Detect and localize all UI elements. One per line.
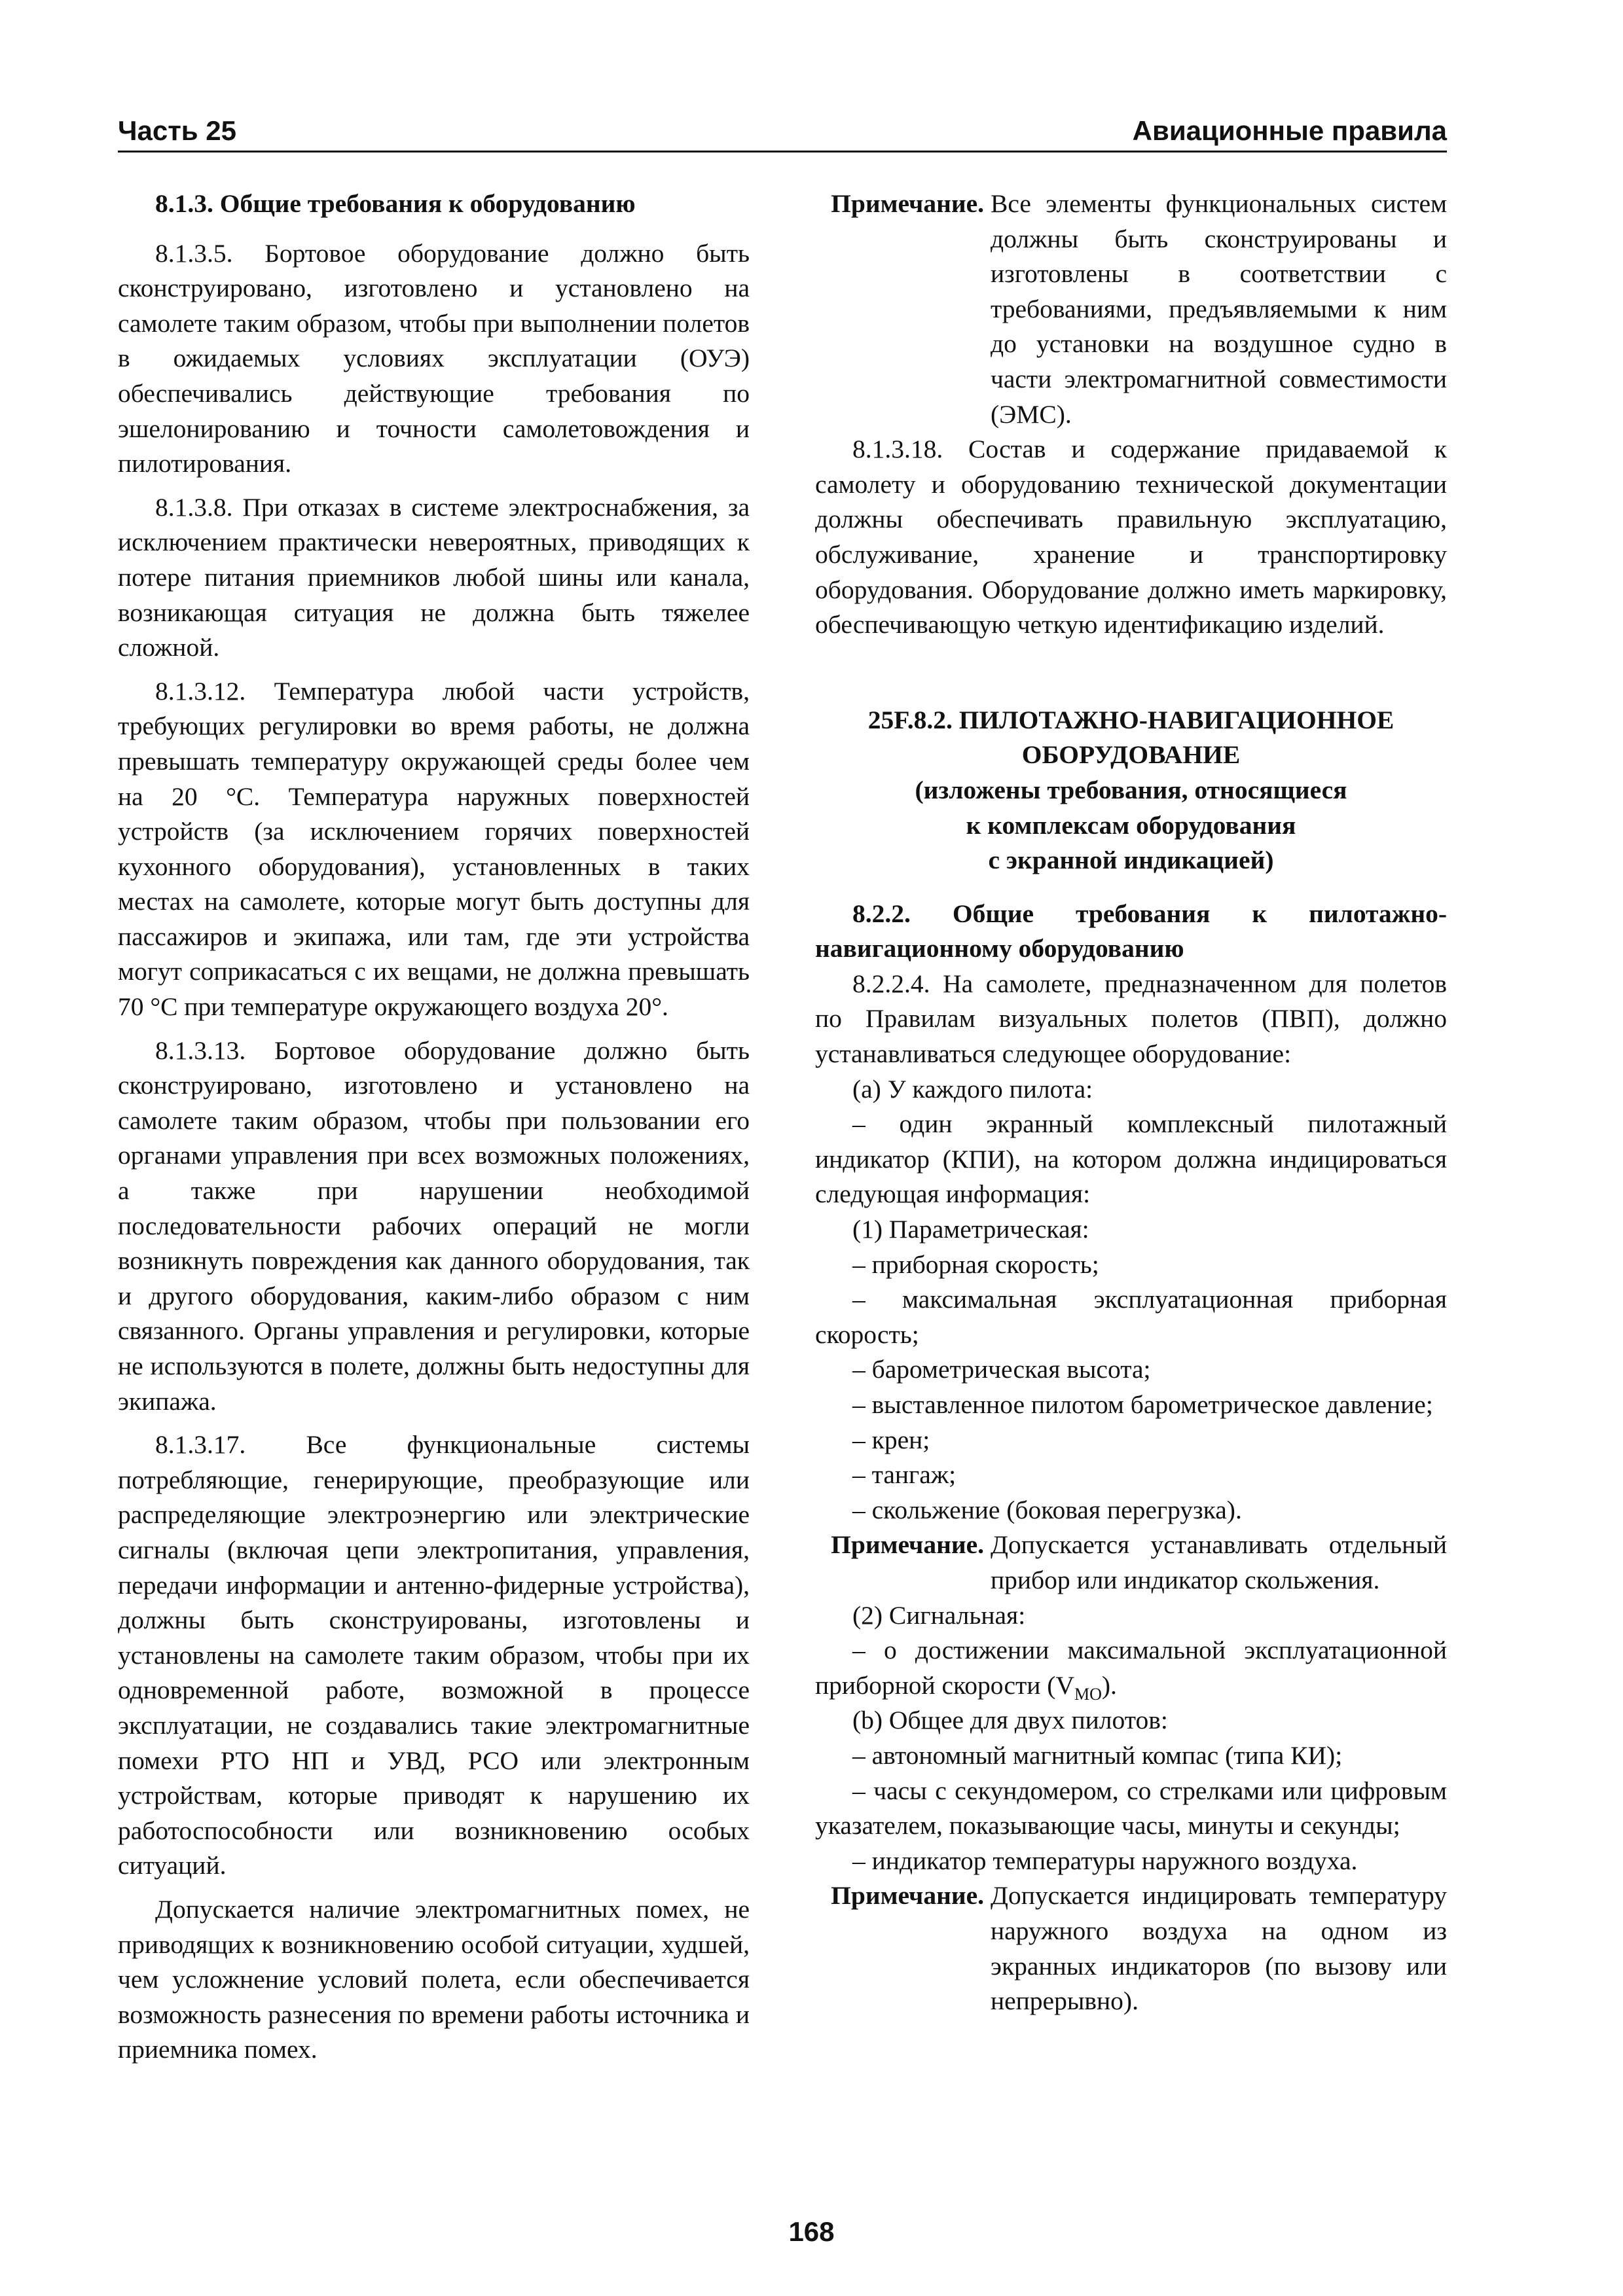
chapter-subtitle-line: с экранной индикацией): [988, 846, 1274, 875]
note-label: Примечание.: [831, 1530, 984, 1560]
paragraph-8-2-2-4: 8.2.2.4. На самолете, предназначенном для полетов по Правилам визуальных полетов (ПВП), должно устанавливаться следующее оборудование:: [815, 969, 1447, 1069]
header-part: Часть 25: [118, 115, 237, 146]
list-item: – индикатор температуры наружного воздуха.: [852, 1846, 1358, 1875]
list-item: – тангаж;: [852, 1460, 957, 1490]
paragraph-8-1-3-5: 8.1.3.5. Бортовое оборудование должно быть сконструировано, изготовлено и установлено на самолете таким образом, чтобы при выполнении полетов в ожидаемых условиях эксплуатации (ОУЭ) обеспечивались действующие требования по эшелонированию и точности самолетовождения и пилотирования.: [118, 238, 750, 478]
page-header: [118, 115, 1447, 152]
vmo-subscript: MO: [1074, 1684, 1102, 1704]
list-item: – максимальная эксплуатационная приборная скорость;: [815, 1285, 1447, 1349]
paragraph-8-1-3-12: 8.1.3.12. Температура любой части устройств, требующих регулировки во время работы, не должна превышать температуру окружающей среды более чем на 20 °С. Температура наружных поверхностей устройств (за исключением горячих поверхностей кухонного оборудования), установленных в таких местах на самолете, которые могут быть доступны для пассажиров и экипажа, или там, где эти устройства могут соприкасаться с их вещами, не должна превышать 70 °С при температуре окружающего воздуха 20°.: [118, 676, 750, 1022]
left-column: [118, 187, 750, 2068]
list-item: (2) Сигнальная:: [852, 1600, 1026, 1630]
note-label: Примечание.: [831, 1881, 984, 1910]
right-column: [815, 187, 1447, 2019]
note-slip-indicator: [815, 1528, 1447, 1598]
note-text: Все элементы функциональных систем должны быть сконструированы и изготовлены в соответствии с требованиями, предъявляемыми к ним до установки на воздушное судно в части электромагнитной совместимости (ЭМС).: [991, 189, 1447, 429]
section-heading-8-2-2: 8.2.2. Общие требования к пилотажно-навигационному оборудованию: [815, 899, 1447, 963]
list-item: – приборная скорость;: [852, 1249, 1099, 1279]
paragraph-emi-allowance: Допускается наличие электромагнитных помех, не приводящих к возникновению особой ситуации, худшей, чем усложнение условий полета, если обеспечивается возможность разнесения по времени работы источника и приемника помех.: [118, 1894, 750, 2064]
section-heading-8-1-3: 8.1.3. Общие требования к оборудованию: [155, 189, 636, 218]
chapter-title: [815, 703, 1447, 878]
chapter-subtitle-line: (изложены требования, относящиеся: [915, 775, 1347, 804]
chapter-subtitle-line: к комплексам оборудования: [966, 810, 1296, 840]
list-item: – часы с секундомером, со стрелками или цифровым указателем, показывающие часы, минуты и секунды;: [815, 1776, 1447, 1840]
note-label: Примечание.: [831, 189, 984, 218]
paragraph-8-1-3-13: 8.1.3.13. Бортовое оборудование должно быть сконструировано, изготовлено и установлено на самолете таким образом, чтобы при пользовании его органами управления при всех возможных положениях, а также при нарушении необходимой последовательности рабочих операций не могли возникнуть повреждения как данного оборудования, так и другого оборудования, каким-либо образом с ним связанного. Органы управления и регулировки, которые не используются в полете, должны быть недоступны для экипажа.: [118, 1035, 750, 1416]
vmo-text-end: ).: [1101, 1670, 1117, 1700]
vmo-text: – о достижении максимальной эксплуатационной приборной скорости (V: [815, 1636, 1447, 1700]
chapter-title-line: 25F.8.2. ПИЛОТАЖНО-НАВИГАЦИОННОЕ: [867, 705, 1395, 734]
list-item: (b) Общее для двух пилотов:: [852, 1706, 1168, 1735]
note-text: Допускается индицировать температуру наружного воздуха на одном из экранных индикаторов (по вызову или непрерывно).: [991, 1881, 1447, 2016]
list-item: – один экранный комплексный пилотажный индикатор (КПИ), на котором должна индицироваться следующая информация:: [815, 1109, 1447, 1209]
list-item: – скольжение (боковая перегрузка).: [852, 1495, 1242, 1524]
list-item: [815, 1633, 1447, 1703]
note-outside-temperature: [815, 1878, 1447, 2018]
list-item: – автономный магнитный компас (типа КИ);: [852, 1740, 1343, 1770]
list-item: – выставленное пилотом барометрическое давление;: [852, 1390, 1433, 1419]
list-item: (а) У каждого пилота:: [852, 1074, 1093, 1103]
note-text: Допускается устанавливать отдельный прибор или индикатор скольжения.: [991, 1530, 1447, 1594]
paragraph-8-1-3-18: 8.1.3.18. Состав и содержание придаваемой к самолету и оборудованию технической документации должны обеспечивать правильную эксплуатацию, обслуживание, хранение и транспортировку оборудования. Оборудование должно иметь маркировку, обеспечивающую четкую идентификацию изделий.: [815, 435, 1447, 639]
list-item: – барометрическая высота;: [852, 1355, 1151, 1384]
list-item: – крен;: [852, 1425, 930, 1454]
header-title: Авиационные правила: [1132, 115, 1447, 146]
paragraph-8-1-3-17: 8.1.3.17. Все функциональные системы потребляющие, генерирующие, преобразующие или распределяющие электроэнергию или электрические сигналы (включая цепи электропитания, управления, передачи информации и антенно-фидерные устройства), должны быть сконструированы, изготовлены и установлены на самолете таким образом, чтобы при их одновременной работе, возможной в процессе эксплуатации, не создавались такие электромагнитные помехи РТО НП и УВД, РСО или электронным устройствам, которые приводят к нарушению их работоспособности или возникновению особых ситуаций.: [118, 1430, 750, 1880]
paragraph-8-1-3-8: 8.1.3.8. При отказах в системе электроснабжения, за исключением практически невероятных, приводящих к потере питания приемников любой шины или канала, возникающая ситуация не должна быть тяжелее сложной.: [118, 492, 750, 662]
note-emc: [815, 187, 1447, 432]
page-number: 168: [788, 2216, 835, 2247]
list-item: (1) Параметрическая:: [852, 1215, 1089, 1244]
chapter-title-line: ОБОРУДОВАНИЕ: [1021, 740, 1241, 770]
